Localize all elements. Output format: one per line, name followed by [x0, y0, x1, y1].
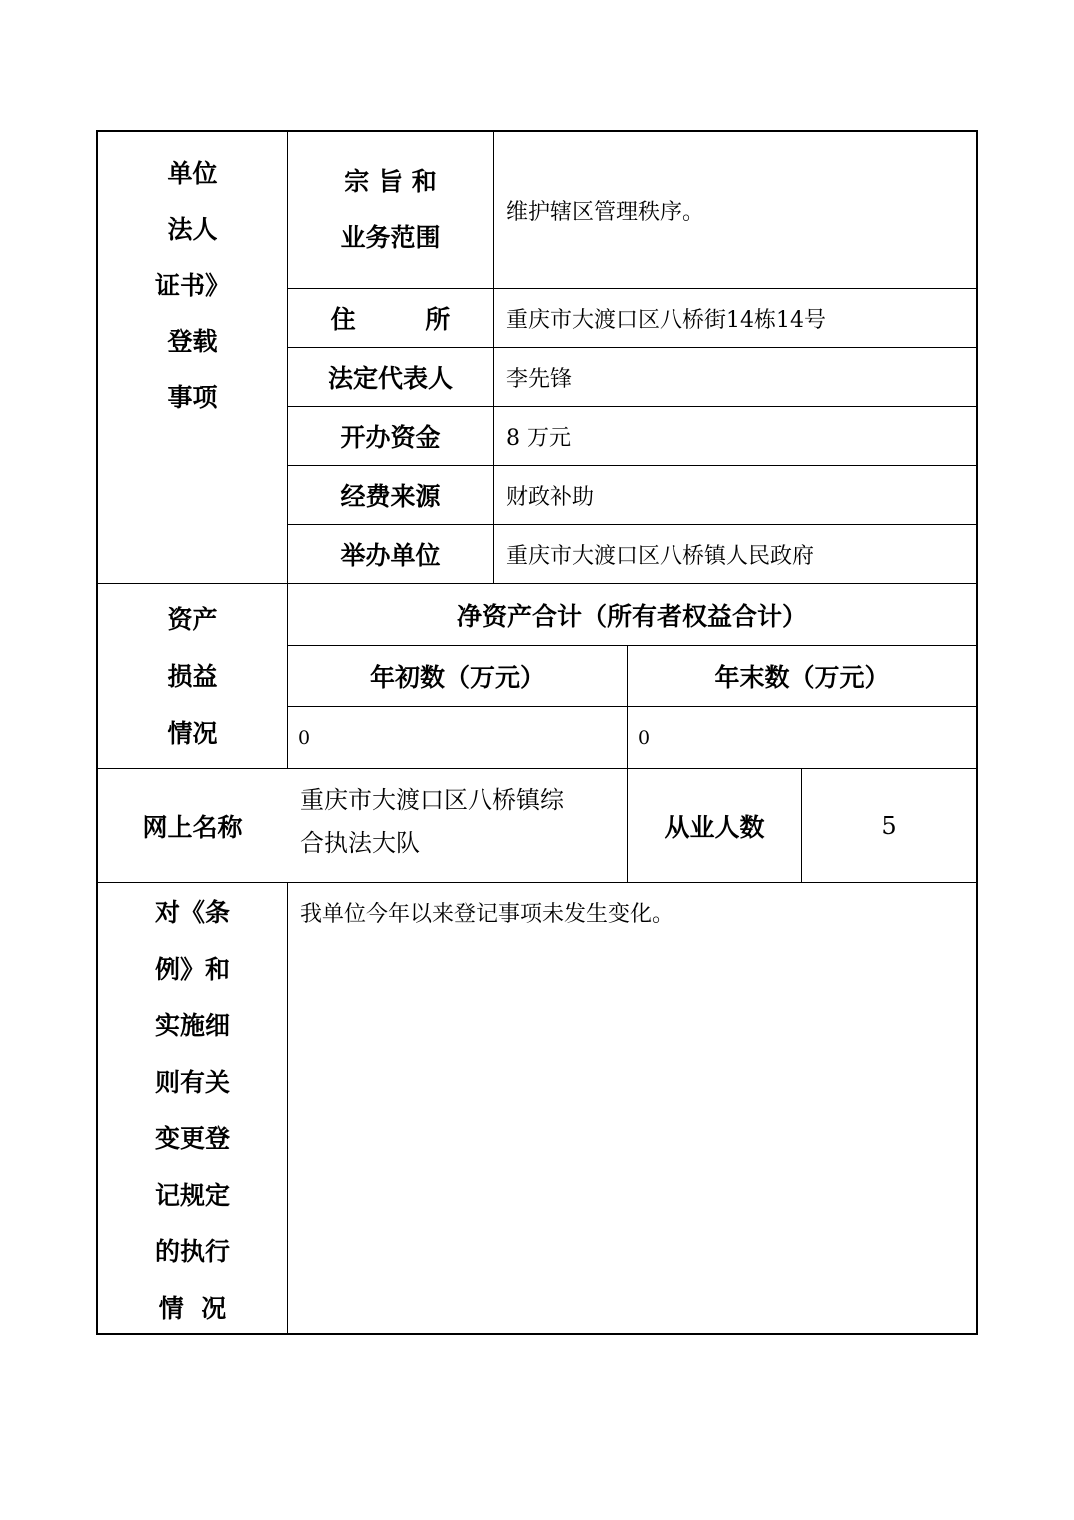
label-line: 事项	[167, 383, 218, 412]
begin-year-value: 0	[298, 726, 311, 749]
address-value: 重庆市大渡口区八桥街14栋14号	[506, 307, 826, 333]
label-line: 单位	[167, 159, 218, 188]
legal-rep-label: 法定代表人	[327, 364, 453, 393]
sponsor-value: 重庆市大渡口区八桥镇人民政府	[506, 543, 815, 569]
label-line: 资产	[167, 604, 218, 634]
table-border-bottom	[96, 1333, 978, 1335]
legal-rep-value: 李先锋	[506, 366, 573, 392]
end-year-value: 0	[638, 726, 651, 749]
label-line: 宗 旨 和	[344, 167, 437, 196]
label-line: 情 况	[158, 1293, 227, 1323]
label-line: 登载	[167, 327, 218, 356]
label-line: 变更登	[154, 1124, 230, 1153]
label-line: 对《条	[154, 898, 230, 927]
label-line: 证书》	[154, 271, 230, 300]
sponsor-label: 举办单位	[340, 541, 441, 570]
registration-section-label	[98, 132, 287, 412]
end-year-header: 年末数（万元）	[714, 663, 890, 692]
label-line: 业务范围	[340, 223, 441, 252]
value-line: 重庆市大渡口区八桥镇综	[300, 786, 564, 814]
label-line: 损益	[167, 661, 218, 691]
online-name-label: 网上名称	[142, 812, 243, 842]
funding-value: 财政补助	[506, 484, 595, 510]
begin-year-header: 年初数（万元）	[369, 663, 545, 692]
assets-section-label	[98, 584, 287, 768]
purpose-label	[288, 132, 493, 288]
online-name-value	[288, 769, 627, 882]
label-line: 记规定	[154, 1180, 230, 1210]
column-divider	[287, 882, 288, 1334]
compliance-label	[98, 883, 287, 1333]
net-assets-header: 净资产合计（所有者权益合计）	[456, 601, 807, 631]
purpose-value: 维护辖区管理秩序。	[506, 199, 705, 225]
capital-label: 开办资金	[340, 423, 441, 452]
funding-label: 经费来源	[340, 482, 441, 511]
value-line: 合执法大队	[300, 829, 420, 857]
label-line: 情况	[167, 718, 218, 748]
table-border-right	[976, 130, 978, 1335]
capital-value: 8 万元	[506, 425, 571, 451]
label-line: 例》和	[154, 954, 230, 984]
address-label: 住 所	[330, 305, 451, 334]
label-line: 则有关	[154, 1067, 230, 1097]
label-line: 实施细	[154, 1011, 230, 1040]
staff-count-value: 5	[881, 811, 897, 840]
label-line: 的执行	[154, 1237, 230, 1266]
compliance-value: 我单位今年以来登记事项未发生变化。	[300, 902, 675, 927]
staff-count-label: 从业人数	[664, 812, 765, 842]
label-line: 法人	[167, 215, 218, 244]
